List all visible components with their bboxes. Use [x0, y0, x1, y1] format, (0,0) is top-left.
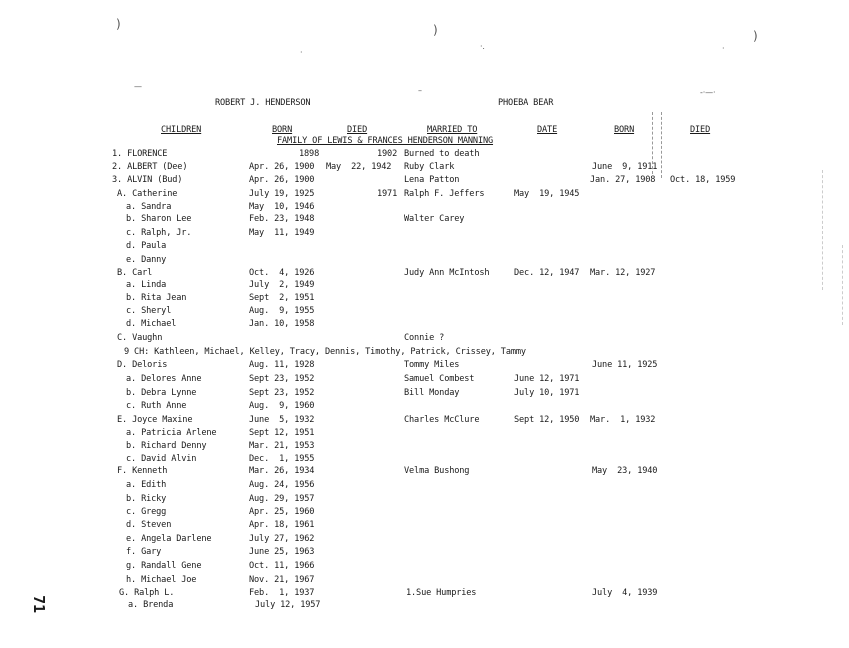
child-born: May 11, 1949	[249, 228, 315, 238]
child-name: g. Randall Gene	[126, 561, 202, 571]
child-born: May 10, 1946	[249, 202, 315, 212]
child-name: c. Ralph, Jr.	[126, 228, 192, 238]
child-born: July 19, 1925	[249, 189, 315, 199]
column-header-date: DATE	[537, 125, 558, 135]
column-header-died: DIED	[347, 125, 368, 135]
spouse-died: Oct. 18, 1959	[670, 175, 736, 185]
spouse-born: June 11, 1925	[592, 360, 658, 370]
child-name: h. Michael Joe	[126, 575, 197, 585]
child-name: e. Angela Darlene	[126, 534, 212, 544]
child-name: c. Sheryl	[126, 306, 172, 316]
child-born: Mar. 21, 1953	[249, 441, 315, 451]
child-name: 3. ALVIN (Bud)	[112, 175, 183, 185]
child-name: b. Richard Denny	[126, 441, 207, 451]
child-born: Feb. 23, 1948	[249, 214, 315, 224]
child-born: Apr. 26, 1900	[249, 162, 315, 172]
margin-page-mark: 71	[29, 595, 48, 613]
spouse-name: Connie ?	[404, 333, 445, 343]
child-name: b. Sharon Lee	[126, 214, 192, 224]
child-name: a. Linda	[126, 280, 167, 290]
scan-speck: –	[418, 86, 422, 95]
child-name: b. Ricky	[126, 494, 167, 504]
spouse-name: Ralph F. Jeffers	[404, 189, 485, 199]
spouse-name: Ruby Clark	[404, 162, 455, 172]
scan-speck: ·	[722, 44, 725, 53]
child-born: June 25, 1963	[249, 547, 315, 557]
child-born: Feb. 1, 1937	[249, 588, 315, 598]
child-name: a. Delores Anne	[126, 374, 202, 384]
child-born: Apr. 26, 1900	[249, 175, 315, 185]
child-name: a. Sandra	[126, 202, 172, 212]
spouse-name: Velma Bushong	[404, 466, 470, 476]
child-name: d. Paula	[126, 241, 167, 251]
child-born: July 27, 1962	[249, 534, 315, 544]
child-name: F. Kenneth	[117, 466, 168, 476]
child-born: Sept 23, 1952	[249, 374, 315, 384]
spouse-born: May 23, 1940	[592, 466, 658, 476]
marriage-date: May 19, 1945	[514, 189, 580, 199]
child-born: Nov. 21, 1967	[249, 575, 315, 585]
spouse-name: Samuel Combest	[404, 374, 475, 384]
child-born: Sept 23, 1952	[249, 388, 315, 398]
child-born: Apr. 25, 1960	[249, 507, 315, 517]
child-name: 1. FLORENCE	[112, 149, 168, 159]
child-died: 1902	[377, 149, 398, 159]
column-header-children: CHILDREN	[161, 125, 202, 135]
spouse-born: July 4, 1939	[592, 588, 658, 598]
child-name: c. David Alvin	[126, 454, 197, 464]
scan-speck: -·—·	[700, 88, 716, 97]
child-name: d. Steven	[126, 520, 172, 530]
spouse-name: Tommy Miles	[404, 360, 460, 370]
scan-dashed-line	[842, 245, 843, 325]
marriage-date: July 10, 1971	[514, 388, 580, 398]
child-name: f. Gary	[126, 547, 162, 557]
child-born: Aug. 9, 1955	[249, 306, 315, 316]
scan-dashed-line	[661, 112, 662, 178]
child-born: Aug. 24, 1956	[249, 480, 315, 490]
child-name: a. Patricia Arlene	[126, 428, 217, 438]
spouse-name: Bill Monday	[404, 388, 460, 398]
marriage-date: Dec. 12, 1947	[514, 268, 580, 278]
scan-speck: ·	[300, 48, 303, 57]
child-name: d. Michael	[126, 319, 177, 329]
spouse-name: Burned to death	[404, 149, 480, 159]
child-name: a. Edith	[126, 480, 167, 490]
family-line: FAMILY OF LEWIS & FRANCES HENDERSON MANNING	[277, 136, 494, 146]
child-born: Sept 2, 1951	[249, 293, 315, 303]
column-header-spouse-died: DIED	[690, 125, 711, 135]
child-name: C. Vaughn	[117, 333, 163, 343]
scan-speck: )	[433, 23, 438, 37]
child-born: 1898	[299, 149, 320, 159]
marriage-date: June 12, 1971	[514, 374, 580, 384]
spouse-born: Jan. 27, 1908	[590, 175, 656, 185]
scan-speck: )	[753, 29, 758, 43]
spouse-name: Charles McClure	[404, 415, 480, 425]
marriage-date: Sept 12, 1950	[514, 415, 580, 425]
child-born: Apr. 18, 1961	[249, 520, 315, 530]
father-name: ROBERT J. HENDERSON	[215, 98, 311, 108]
column-header-born: BORN	[272, 125, 293, 135]
child-born: Mar. 26, 1934	[249, 466, 315, 476]
column-header-married-to: MARRIED TO	[427, 125, 478, 135]
child-born: June 5, 1932	[249, 415, 315, 425]
scan-speck: )	[116, 17, 121, 31]
child-name: b. Rita Jean	[126, 293, 187, 303]
spouse-name: 1.Sue Humpries	[406, 588, 477, 598]
child-name: E. Joyce Maxine	[117, 415, 193, 425]
child-died: 1971	[377, 189, 398, 199]
child-name: b. Debra Lynne	[126, 388, 197, 398]
child-name: B. Carl	[117, 268, 153, 278]
spouse-name: Walter Carey	[404, 214, 465, 224]
child-born: Aug. 29, 1957	[249, 494, 315, 504]
spouse-name: Lena Patton	[404, 175, 460, 185]
spouse-born: June 9, 1911	[592, 162, 658, 172]
child-name: G. Ralph L.	[119, 588, 175, 598]
scan-speck: —	[134, 82, 142, 91]
spouse-born: Mar. 12, 1927	[590, 268, 656, 278]
child-died: May 22, 1942	[326, 162, 392, 172]
child-name: 2. ALBERT (Dee)	[112, 162, 188, 172]
child-born: Dec. 1, 1955	[249, 454, 315, 464]
scan-dashed-line	[652, 112, 653, 174]
child-born: July 12, 1957	[255, 600, 321, 610]
child-born: Oct. 4, 1926	[249, 268, 315, 278]
column-header-spouse-born: BORN	[614, 125, 635, 135]
child-name: A. Catherine	[117, 189, 178, 199]
child-born: Oct. 11, 1966	[249, 561, 315, 571]
scan-dashed-line	[822, 170, 823, 290]
child-name: e. Danny	[126, 255, 167, 265]
spouse-born: Mar. 1, 1932	[590, 415, 656, 425]
child-name: c. Gregg	[126, 507, 167, 517]
child-born: Sept 12, 1951	[249, 428, 315, 438]
child-born: Jan. 10, 1958	[249, 319, 315, 329]
scan-speck: ·.	[480, 42, 485, 51]
child-born: Aug. 11, 1928	[249, 360, 315, 370]
mother-name: PHOEBA BEAR	[498, 98, 554, 108]
children-note: 9 CH: Kathleen, Michael, Kelley, Tracy, Dennis, Timothy, Patrick, Crissey, Tammy	[124, 347, 526, 357]
child-born: July 2, 1949	[249, 280, 315, 290]
child-name: D. Deloris	[117, 360, 168, 370]
child-name: c. Ruth Anne	[126, 401, 187, 411]
child-name: a. Brenda	[128, 600, 174, 610]
child-born: Aug. 9, 1960	[249, 401, 315, 411]
spouse-name: Judy Ann McIntosh	[404, 268, 490, 278]
